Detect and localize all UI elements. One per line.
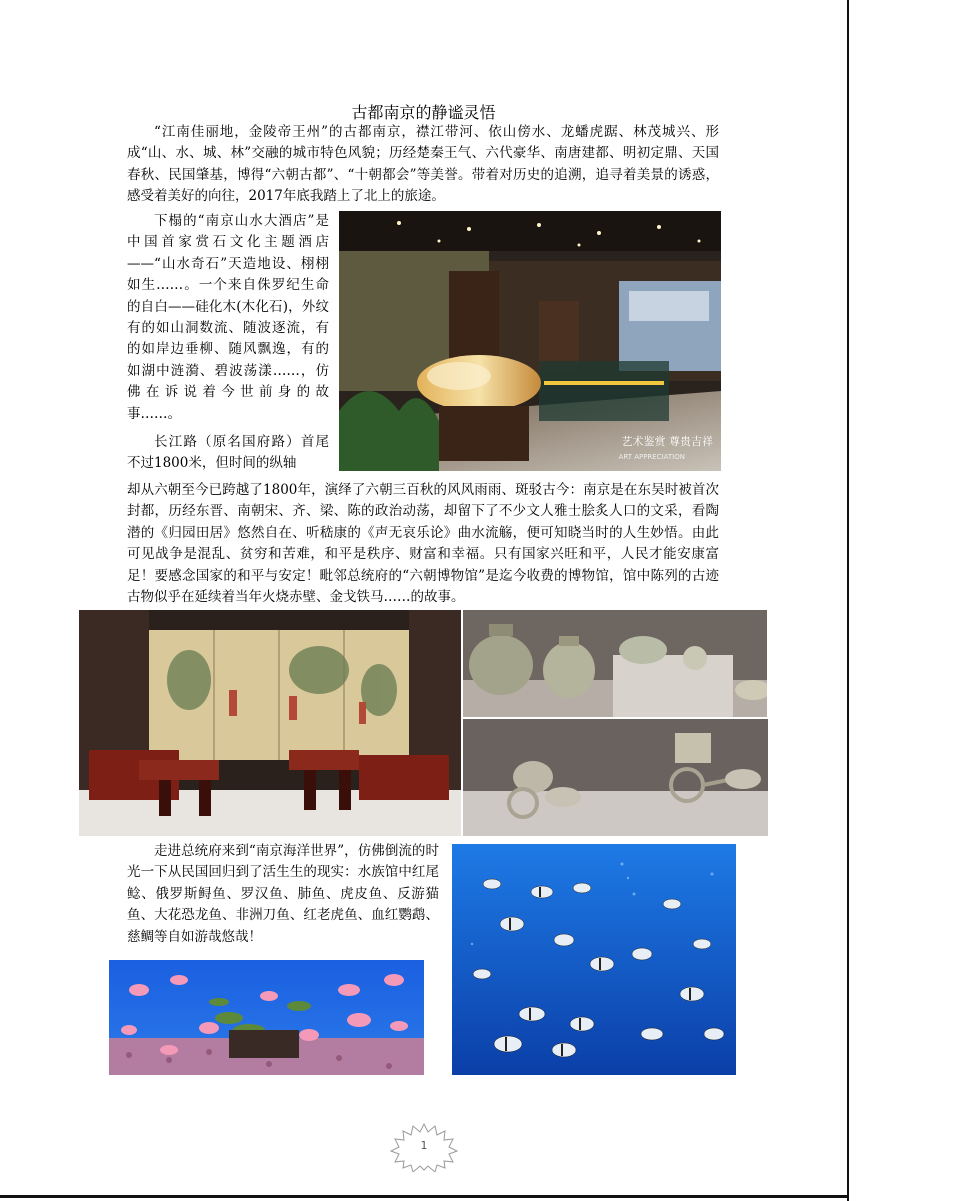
hotel-lobby-photo (339, 211, 721, 471)
paragraph-intro: “江南佳丽地，金陵帝王州”的古都南京，襟江带河、依山傍水、龙蟠虎踞、林茂城兴、形成“山、水、城、林”交融的城市特色风貌；历经楚秦王气、六代豪华、南唐建都、明初定鼎、天国春秋、民国肇基，博得“六朝古都”、“十朝都会”等美誉。带着对历史的追溯，追寻着美景的诱惑，感受着美好的向往，2017年底我踏上了北上的旅途。 (127, 124, 719, 205)
aquarium-fish-photo (452, 844, 736, 1075)
photo-watermark: 艺术鉴赏 尊贵吉祥 (621, 435, 713, 448)
photo-watermark-sub: ART APPRECIATION (618, 453, 685, 461)
ox-cart-figurine-photo (463, 719, 768, 836)
paragraph-aquarium: 走进总统府来到“南京海洋世界”，仿佛倒流的时光一下从民国回归到了活生生的现实：水族馆中红尾鲶、俄罗斯鲟鱼、罗汉鱼、肺鱼、虎皮鱼、反游猫鱼、大花恐龙鱼、非洲刀鱼、红老虎鱼、血红鹦鹉、慈鲷等自如游哉悠哉！ (127, 843, 439, 945)
paragraph-hotel: 下榻的“南京山水大酒店”是中国首家赏石文化主题酒店——“山水奇石”天造地设、栩栩如生……。一个来自侏罗纪生命的自白——硅化木(木化石)，外纹有的如山洞数流、随波逐流，有的如岸边垂柳、随风飘逸，有的如湖中涟漪、碧波荡漾……，仿佛在诉说着今世前身的故事……。 (127, 213, 329, 422)
celadon-pottery-photo (463, 610, 767, 717)
document-title: 古都南京的静谧灵悟 (351, 103, 496, 122)
paragraph-changjiang-road-start: 长江路（原名国府路）首尾不过1800米，但时间的纵轴 (127, 434, 329, 472)
page-border-right (847, 0, 849, 1201)
pink-fish-coral-photo (109, 960, 424, 1075)
page-number: 1 (420, 1139, 428, 1152)
page-number-badge (388, 1122, 460, 1172)
folding-screen-exhibit-photo (79, 610, 461, 836)
paragraph-six-dynasties: 却从六朝至今已跨越了1800年，演绎了六朝三百秋的风风雨雨、斑驳古今：南京是在东吴时被首次封都，历经东晋、南朝宋、齐、梁、陈的政治动荡，却留下了不少文人雅士脍炙人口的文采，看陶潜的《归园田居》悠然自在、听嵇康的《声无哀乐论》曲水流觞，便可知晓当时的人生妙悟。由此可见战争是混乱、贫穷和苦难，和平是秩序、财富和幸福。只有国家兴旺和平，人民才能安康富足！要感念国家的和平与安定！毗邻总统府的“六朝博物馆”是迄今收费的博物馆，馆中陈列的古迹古物似乎在延续着当年火烧赤壁、金戈铁马……的故事。 (127, 482, 719, 606)
page-border-bottom (0, 1195, 849, 1198)
